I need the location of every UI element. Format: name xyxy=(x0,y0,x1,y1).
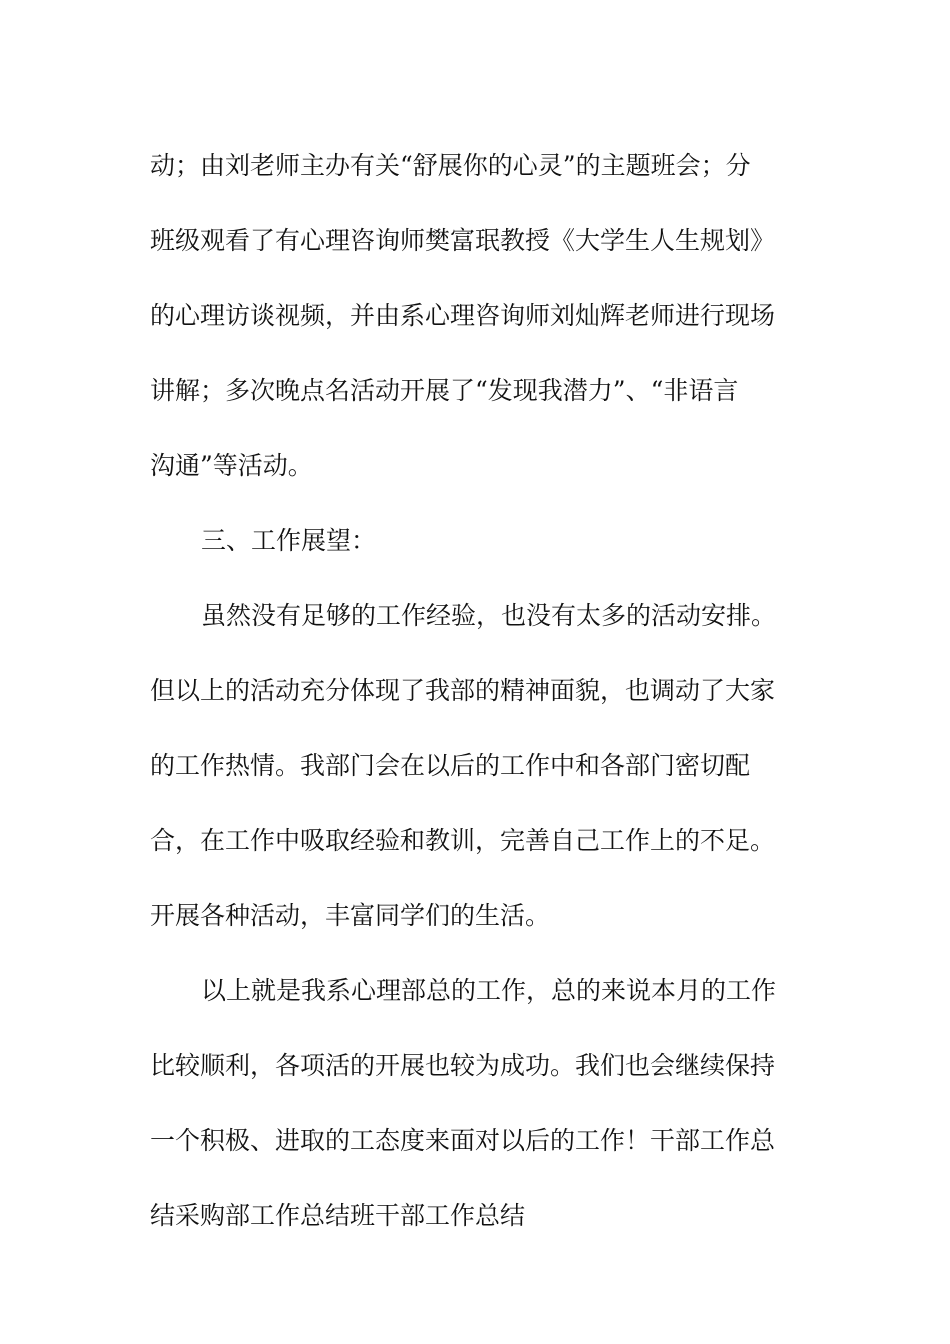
text-line: 班级观看了有心理咨询师樊富珉教授《大学生人生规划》 xyxy=(150,226,776,255)
section-heading: 三、工作展望： xyxy=(201,526,377,555)
text-line: 的工作热情。我部门会在以后的工作中和各部门密切配 xyxy=(150,751,751,780)
text-line: 动；由刘老师主办有关“舒展你的心灵”的主题班会；分 xyxy=(150,151,751,180)
text-line: 结采购部工作总结班干部工作总结 xyxy=(150,1201,526,1230)
text-line: 以上就是我系心理部总的工作，总的来说本月的工作 xyxy=(201,976,777,1005)
text-line: 虽然没有足够的工作经验，也没有太多的活动安排。 xyxy=(201,601,777,630)
text-line: 的心理访谈视频，并由系心理咨询师刘灿辉老师进行现场 xyxy=(150,301,776,330)
text-line: 合，在工作中吸取经验和教训，完善自己工作上的不足。 xyxy=(150,826,776,855)
text-line: 比较顺利，各项活的开展也较为成功。我们也会继续保持 xyxy=(150,1051,776,1080)
text-line: 沟通”等活动。 xyxy=(150,451,313,480)
text-line: 一个积极、进取的工态度来面对以后的工作！干部工作总 xyxy=(150,1126,776,1155)
text-line: 但以上的活动充分体现了我部的精神面貌，也调动了大家 xyxy=(150,676,776,705)
document-body xyxy=(150,128,800,1253)
text-line: 开展各种活动，丰富同学们的生活。 xyxy=(150,901,551,930)
text-line: 讲解；多次晚点名活动开展了“发现我潜力”、“非语言 xyxy=(150,376,739,405)
